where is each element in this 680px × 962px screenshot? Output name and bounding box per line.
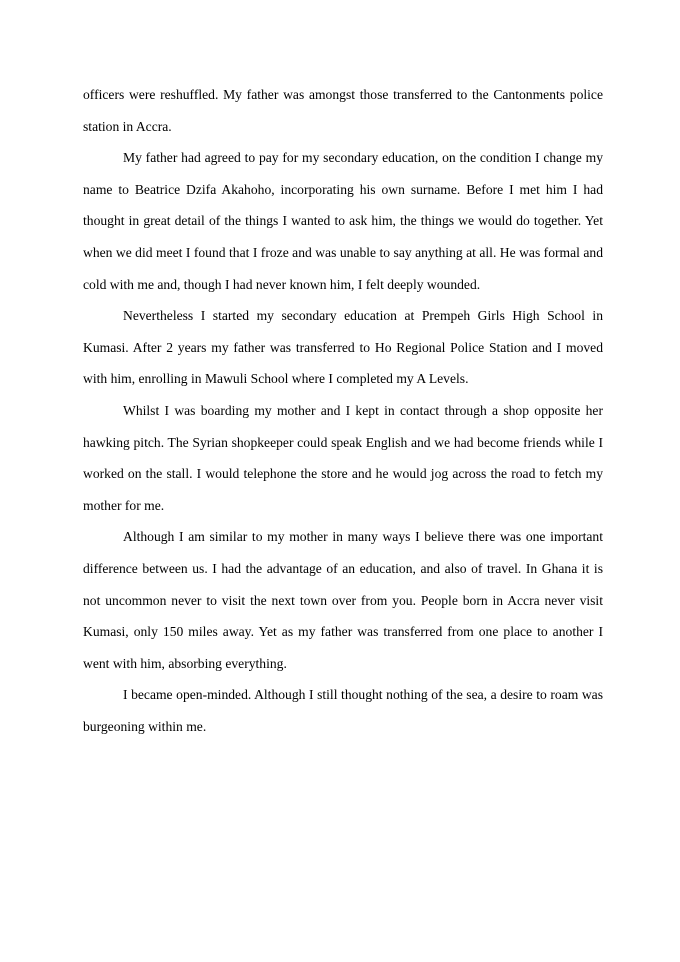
paragraph: Although I am similar to my mother in many ways I believe there was one important difference between us. I had the advantage of an education, and also of travel. In Ghana it is not uncommon never to visit the next town over from you. People born in Accra never visit Kumasi, only 150 miles away. Yet as my father was transferred from one place to another I went with him, absorbing everything. [83,529,603,671]
body-text [83,79,603,742]
paragraph: My father had agreed to pay for my secondary education, on the condition I change my name to Beatrice Dzifa Akahoho, incorporating his own surname. Before I met him I had thought in great detail of the things I wanted to ask him, the things we would do together. Yet when we did meet I found that I froze and was unable to say anything at all. He was formal and cold with me and, though I had never known him, I felt deeply wounded. [83,150,603,292]
paragraph: Whilst I was boarding my mother and I kept in contact through a shop opposite her hawking pitch. The Syrian shopkeeper could speak English and we had become friends while I worked on the stall. I would telephone the store and he would jog across the road to fetch my mother for me. [83,402,603,513]
paragraph-continuation: officers were reshuffled. My father was amongst those transferred to the Cantonments police station in Accra. [83,87,603,134]
paragraph: I became open-minded. Although I still thought nothing of the sea, a desire to roam was burgeoning within me. [83,687,603,734]
paragraph: Nevertheless I started my secondary education at Prempeh Girls High School in Kumasi. After 2 years my father was transferred to Ho Regional Police Station and I moved with him, enrolling in Mawuli School where I completed my A Levels. [83,308,603,387]
